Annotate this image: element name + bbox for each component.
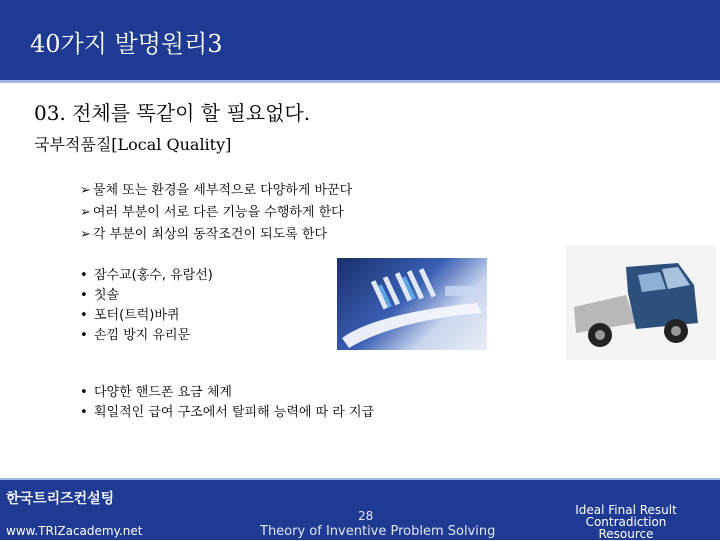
toothbrush-graphic <box>337 258 487 350</box>
resource-label: Resource <box>598 527 654 541</box>
bullet-dot-icon: • <box>80 268 88 283</box>
contradiction-label: Contradiction <box>585 515 667 529</box>
arrow-list <box>80 180 352 246</box>
org-name: 한국트리즈컨설팅 <box>6 491 115 507</box>
org-url[interactable]: www.TRIZacademy.net <box>6 524 143 538</box>
example-list <box>80 266 213 346</box>
truck-graphic <box>566 245 716 360</box>
bullet-dot-icon: • <box>80 385 88 400</box>
example-list-2 <box>80 383 420 423</box>
bullet-dot-icon: • <box>80 405 88 420</box>
list-item-text: 다양한 핸드폰 요금 체계 <box>94 385 232 400</box>
bullet-dot-icon: • <box>80 328 88 343</box>
list-item <box>80 286 213 306</box>
list-item <box>80 326 213 346</box>
list-item-text: 포터(트럭)바퀴 <box>94 308 180 323</box>
bullet-dot-icon: • <box>80 288 88 303</box>
arrow-item-text: 각 부분이 최상의 동작조건이 되도록 한다 <box>92 227 328 242</box>
title-underline <box>0 80 720 83</box>
list-item <box>80 306 213 326</box>
arrow-bullet-icon: ➢ <box>80 205 91 220</box>
arrow-item-text: 여러 부분이 서로 다른 기능을 수행하게 한다 <box>92 205 344 220</box>
ifr-labels <box>575 504 677 540</box>
list-item <box>80 403 420 423</box>
arrow-item <box>80 180 352 202</box>
triz-fullname: Theory of Inventive Problem Solving <box>260 524 496 539</box>
principle-subtitle: 03. 전체를 똑같이 할 필요없다. <box>34 101 311 125</box>
list-item-text: 획일적인 급여 구조에서 탈피해 능력에 따 라 지급 <box>94 405 375 420</box>
arrow-item <box>80 202 352 224</box>
truck-image <box>566 245 716 360</box>
principle-name: 국부적품질[Local Quality] <box>34 135 232 154</box>
ifr-label: Ideal Final Result <box>575 503 677 517</box>
arrow-item-text: 물체 또는 환경을 세부적으로 다양하게 바꾼다 <box>92 183 353 198</box>
slide-title: 40가지 발명원리3 <box>30 30 223 58</box>
arrow-bullet-icon: ➢ <box>80 227 91 242</box>
list-item <box>80 383 420 403</box>
toothbrush-image <box>337 258 487 350</box>
page-number: 28 <box>358 509 374 523</box>
bullet-dot-icon: • <box>80 308 88 323</box>
list-item-text: 잠수교(홍수, 유람선) <box>94 268 213 283</box>
arrow-bullet-icon: ➢ <box>80 183 91 198</box>
list-item-text: 손낌 방지 유리문 <box>94 328 191 343</box>
list-item <box>80 266 213 286</box>
arrow-item <box>80 224 352 246</box>
list-item-text: 칫솔 <box>94 288 120 303</box>
